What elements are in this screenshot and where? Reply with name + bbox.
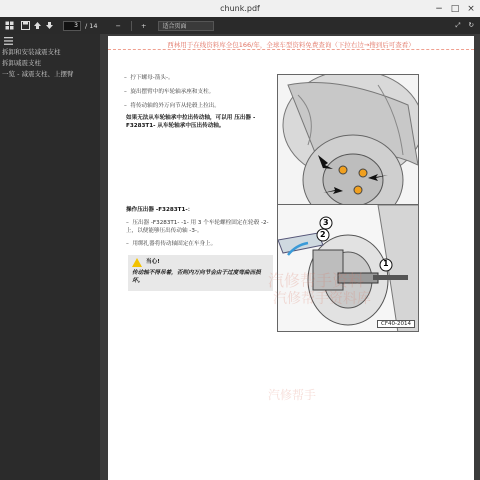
- outline-item-overview-strut[interactable]: 一览 - 减震支柱、上摆臂: [2, 70, 74, 78]
- step-item: – 将传动轴的外万向节从轮毂上拉出。: [124, 103, 220, 109]
- step-item: – 旋出摆臂中的车轮轴承座和支柱。: [124, 89, 215, 95]
- outline-sidebar: [0, 34, 100, 480]
- save-icon[interactable]: [19, 20, 31, 32]
- pdf-page: [108, 36, 474, 480]
- warning-icon: [132, 258, 142, 267]
- step-item: – 用绑扎器将传动轴固定在车身上。: [126, 241, 217, 247]
- arrow-up-icon[interactable]: [31, 20, 43, 32]
- toolbar-divider: [131, 21, 132, 31]
- warning-title: 当心!: [146, 259, 160, 265]
- document-viewer[interactable]: [100, 34, 480, 480]
- step-item: – 压出器 -F3283T1- -1- 用 3 个车轮螺栓固定在轮毂 -2- 上，以便能够压出传动轴 -3-。: [126, 220, 269, 234]
- callout-3: 3: [323, 218, 329, 227]
- maximize-button[interactable]: □: [450, 3, 460, 14]
- steps-list-2: [126, 219, 273, 248]
- header-divider: [108, 49, 474, 50]
- section-title-2: 操作压出器 -F3283T1-：: [126, 207, 194, 213]
- close-button[interactable]: ×: [467, 3, 475, 14]
- warning-box: [128, 255, 273, 291]
- toolbar: [0, 17, 480, 34]
- outline-item-remove-install-strut[interactable]: 拆卸和安装减震支柱: [2, 48, 61, 56]
- figure-label-2: CF40-2014: [377, 320, 415, 328]
- page-number-input[interactable]: [63, 21, 81, 31]
- zoom-select-value: 适合页面: [162, 23, 187, 30]
- zoom-out-icon[interactable]: −: [115, 21, 121, 30]
- title-bar: [0, 0, 480, 17]
- callout-2: 2: [320, 230, 326, 239]
- rotate-icon[interactable]: ↻: [468, 21, 474, 29]
- warning-text: 传动轴不得吊着，否则内万向节会由于过度弯曲而损坏。: [132, 270, 261, 284]
- outline-item-remove-strut[interactable]: 拆卸减震支柱: [2, 59, 41, 67]
- watermark-text: 汽修帮手资料: [268, 271, 365, 290]
- steps-list-1: [124, 74, 274, 110]
- outline-icon[interactable]: [4, 37, 13, 45]
- zoom-select[interactable]: [158, 21, 214, 31]
- window-title: chunk.pdf: [220, 4, 260, 13]
- watermark-text: 汽修帮手资料库: [273, 291, 371, 307]
- fullscreen-icon[interactable]: ⤢: [455, 21, 461, 29]
- hint-text-1: 如果无法从车轮轴承中拉出传动轴，可以用 压出器 -F3283T1- 从车轮轴承中压出传动轴。: [126, 115, 256, 129]
- zoom-in-icon[interactable]: +: [140, 21, 147, 30]
- outline-header: [0, 34, 100, 47]
- header-watermark: 西林用于在线资料库全包166/年，全球车型资料免费查询（下拉右边→搜到后可查看）: [167, 41, 415, 49]
- page-total: / 14: [85, 21, 98, 30]
- step-item: – 拧下螺母-箭头-。: [124, 75, 174, 81]
- callout-1: 1: [383, 259, 389, 268]
- minimize-button[interactable]: −: [435, 3, 443, 14]
- arrow-down-icon[interactable]: [43, 20, 55, 32]
- sidebar-toggle-icon[interactable]: [3, 20, 15, 32]
- watermark-text: 汽修帮手: [268, 388, 317, 402]
